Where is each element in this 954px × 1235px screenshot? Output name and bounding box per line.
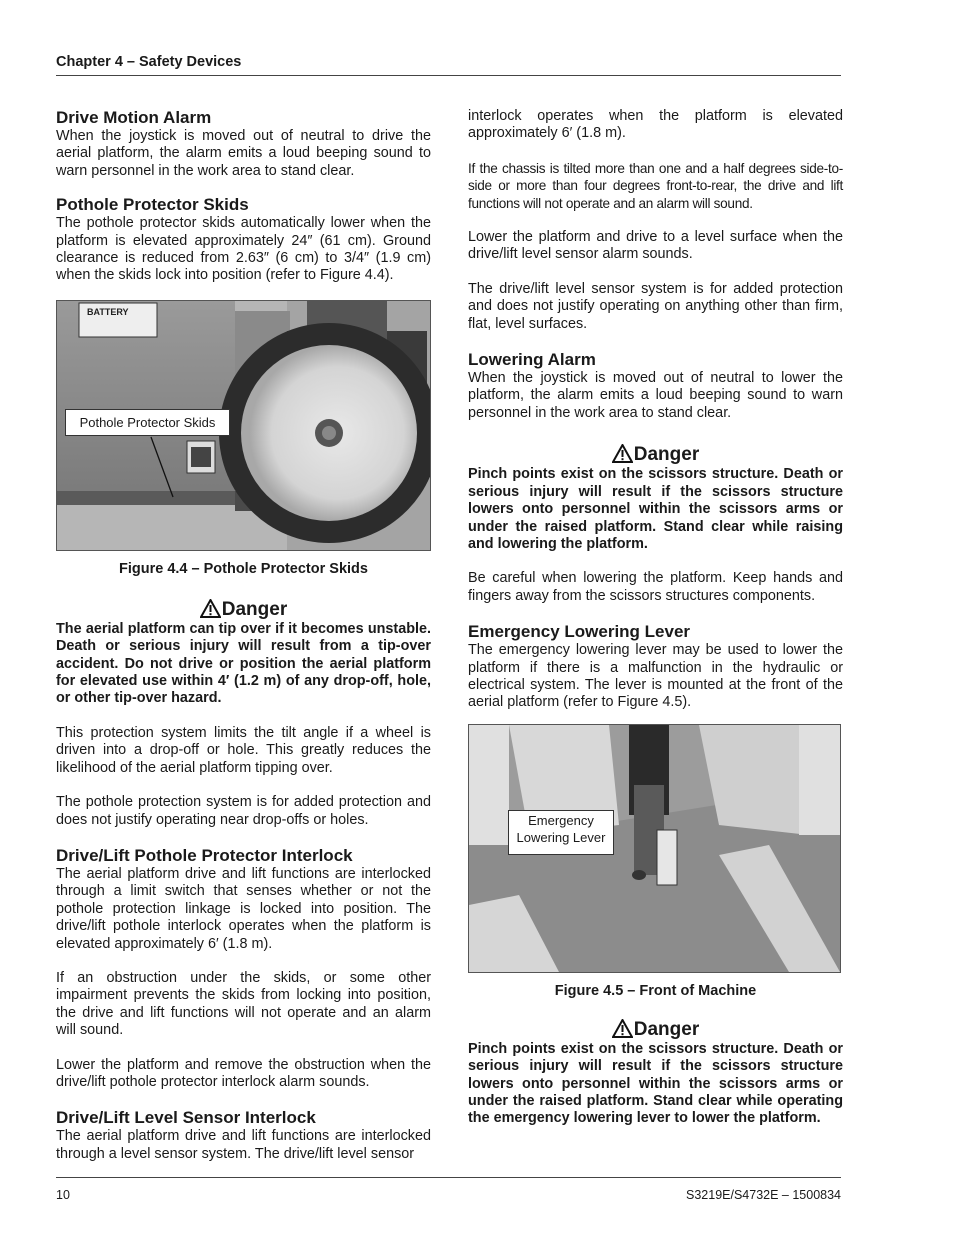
- warning-triangle-icon: [612, 1019, 633, 1038]
- tilt-limit-paragraph: This protection system limits the tilt angle if a wheel is driven into a drop-off or hole. This greatly reduces the likelihood of the aerial platform tipping over.: [56, 724, 431, 776]
- danger-3-text: Pinch points exist on the scissors structure. Death or serious injury will result if the scissors structure lowers onto personnel within the scissors arms or under the raised platform. Stand clear while operating the emergency lowering lever to lower the platform.: [468, 1040, 843, 1127]
- pothole-skids-callout: Pothole Protector Skids: [65, 409, 230, 436]
- figure-4-5-photo: [468, 724, 841, 973]
- battery-label: BATTERY: [87, 306, 129, 317]
- danger-1-text: The aerial platform can tip over if it becomes unstable. Death or serious injury will result from a tip-over accident. Do not drive or position the aerial platform for elevated use within 4′ (1.2 m) of any drop-off, hole, or other tip-over hazard.: [56, 620, 431, 707]
- emergency-lowering-body: The emergency lowering lever may be used to lower the platform if there is a malfunction in the hydraulic or electrical system. The lever is mounted at the front of the aerial platform (refer to Figure 4.5).: [468, 642, 843, 711]
- drive-motion-alarm-body: When the joystick is moved out of neutral to drive the aerial platform, the alarm emits a loud beeping sound to warn personnel in the work area to stand clear.: [56, 128, 431, 179]
- danger-3-heading: [468, 1019, 843, 1041]
- level-sensor-heading: Drive/Lift Level Sensor Interlock: [56, 1108, 316, 1128]
- warning-triangle-icon: [612, 444, 633, 463]
- drive-motion-alarm-heading: Drive Motion Alarm: [56, 108, 212, 127]
- lower-drive-level-paragraph: Lower the platform and drive to a level surface when the drive/lift level sensor alarm sounds.: [468, 229, 843, 263]
- pothole-interlock-body: The aerial platform drive and lift functions are interlocked through a limit switch that senses whether or not the pothole protection linkage is locked into position. The drive/lift pothole interlock operates when the platform is elevated approximately 6′ (1.8 m).: [56, 865, 431, 952]
- callout-line-2: Lowering Lever: [516, 829, 606, 845]
- obstruction-paragraph: If an obstruction under the skids, or some other impairment prevents the skids from locking into position, the drive and lift functions will not operate and an alarm will sound.: [56, 969, 431, 1039]
- footer-rule: [56, 1177, 841, 1178]
- level-sensor-added-paragraph: The drive/lift level sensor system is for added protection and does not justify operating on anything other than firm, flat, level surfaces.: [468, 280, 843, 332]
- level-sensor-body: The aerial platform drive and lift functions are interlocked through a level sensor system. The drive/lift level sensor: [56, 1128, 431, 1162]
- danger-2-label: Danger: [633, 444, 700, 466]
- danger-2-heading: [468, 444, 843, 466]
- pothole-skids-body: The pothole protector skids automatically lower when the platform is elevated approximately 24″ (61 cm). Ground clearance is reduced from 2.63″ (6 cm) to 3/4″ (1.9 cm) when the skids lock into position (refer to Figure 4.4).: [56, 215, 431, 284]
- careful-lowering-paragraph: Be careful when lowering the platform. Keep hands and fingers away from the scissors structures components.: [468, 570, 843, 604]
- pothole-interlock-heading: Drive/Lift Pothole Protector Interlock: [56, 845, 353, 865]
- lowering-alarm-heading: Lowering Alarm: [468, 350, 596, 370]
- figure-4-5-caption: Figure 4.5 – Front of Machine: [554, 982, 757, 999]
- emergency-lever-callout: [508, 810, 614, 855]
- right-column: [468, 108, 843, 1128]
- header-rule: [56, 75, 841, 76]
- document-id: S3219E/S4732E – 1500834: [686, 1188, 841, 1202]
- pothole-skids-heading: Pothole Protector Skids: [56, 195, 249, 215]
- danger-1-label: Danger: [221, 598, 288, 620]
- chassis-tilt-paragraph: If the chassis is tilted more than one and a half degrees side-to-side or more than four degrees front-to-rear, the drive and lift functions will not operate and an alarm will sound.: [468, 160, 843, 211]
- danger-2-text: Pinch points exist on the scissors structure. Death or serious injury will result if the scissors structure lowers onto personnel within the scissors arms or under the raised platform. Stand clear while raising and lowering the platform.: [468, 466, 843, 552]
- left-column: [56, 108, 431, 1163]
- remove-obstruction-paragraph: Lower the platform and remove the obstruction when the drive/lift pothole protector interlock alarm sounds.: [56, 1056, 431, 1090]
- warning-triangle-icon: [200, 599, 221, 618]
- emergency-lowering-heading: Emergency Lowering Lever: [468, 622, 691, 642]
- added-protection-paragraph: The pothole protection system is for added protection and does not justify operating near drop-offs or holes.: [56, 794, 431, 828]
- chapter-title: Chapter 4 – Safety Devices: [56, 54, 242, 70]
- level-sensor-continued: interlock operates when the platform is elevated approximately 6′ (1.8 m).: [468, 108, 843, 142]
- lowering-alarm-body: When the joystick is moved out of neutral to lower the platform, the alarm emits a loud beeping sound to warn personnel in the work area to stand clear.: [468, 370, 843, 421]
- danger-1-heading: [56, 599, 431, 621]
- figure-4-4-caption: Figure 4.4 – Pothole Protector Skids: [119, 560, 368, 577]
- danger-3-label: Danger: [633, 1018, 700, 1040]
- callout-line-1: Emergency: [528, 812, 594, 828]
- page-number: 10: [56, 1188, 70, 1202]
- figure-4-4-photo: [56, 300, 431, 551]
